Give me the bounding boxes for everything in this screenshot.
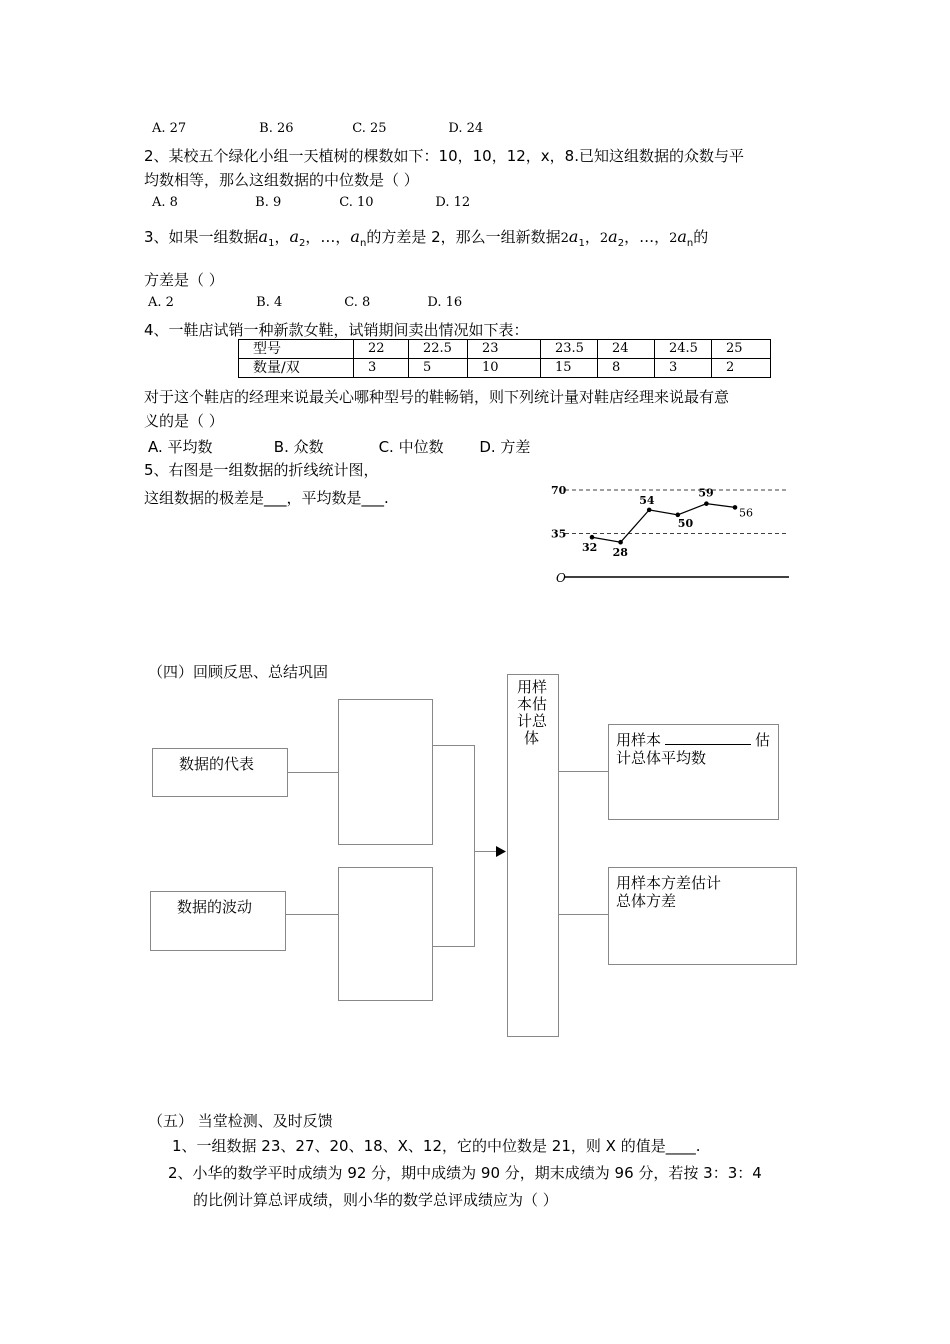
connector-line [474, 745, 475, 947]
data-label: 28 [612, 546, 628, 560]
box-sample-estimate-population [507, 674, 559, 1037]
data-point [733, 505, 738, 510]
q3-coef: 2 [669, 231, 678, 246]
q3-option-c: C. 8 [344, 295, 371, 310]
size-cell: 22.5 [409, 340, 468, 359]
q5-line2: 这组数据的极差是___，平均数是___. [144, 489, 389, 507]
q3-option-a: A. 2 [148, 295, 174, 310]
q2-options [152, 195, 470, 210]
q3-sep: ， [274, 228, 290, 246]
q2-line1: 2、某校五个绿化小组一天植树的棵数如下：10，10，12，x，8.已知这组数据的众数与平 [144, 147, 744, 165]
q2-option-a: A. 8 [152, 195, 178, 210]
section5-q2-line1: 2、小华的数学平时成绩为 92 分，期中成绩为 90 分，期末成绩为 96 分，若按 3：3：4 [168, 1164, 762, 1182]
q3-sub-n: n [686, 238, 694, 249]
size-cell: 24.5 [655, 340, 712, 359]
box-data-representative [152, 748, 288, 797]
data-point [590, 535, 595, 540]
q4-option-b: B. 众数 [273, 438, 324, 456]
q3-var-2an: a [677, 227, 687, 246]
mean-box-line2: 计总体平均数 [616, 749, 707, 767]
count-cell: 15 [541, 359, 598, 378]
q3-sep: ， [584, 228, 600, 246]
q3-sep: ，…， [624, 228, 670, 246]
section5-q1: 1、一组数据 23、27、20、18、X、12，它的中位数是 21，则 X 的值是____. [172, 1137, 701, 1155]
size-cell: 23.5 [541, 340, 598, 359]
origin-label: O [556, 571, 566, 585]
count-cell: 10 [468, 359, 541, 378]
box-data-fluctuation-label: 数据的波动 [177, 898, 253, 916]
center-box-line: 计总 [517, 712, 548, 730]
q4-option-d: D. 方差 [479, 438, 531, 456]
q3-prefix: 3、如果一组数据 [144, 228, 259, 246]
q3-sub-1: 1 [268, 238, 275, 249]
q3-var-2a2: a [608, 227, 618, 246]
size-cell: 23 [468, 340, 541, 359]
q3-option-b: B. 4 [256, 295, 283, 310]
section5-title: （五） 当堂检测、及时反馈 [148, 1112, 333, 1130]
count-cell: 2 [712, 359, 771, 378]
q4-options [148, 436, 530, 457]
q1-option-b: B. 26 [259, 121, 294, 136]
variance-box-line1: 用样本方差估计 [616, 874, 722, 892]
data-label: 59 [698, 486, 714, 500]
y-tick-label: 35 [551, 527, 567, 541]
q4-line1: 对于这个鞋店的经理来说最关心哪种型号的鞋畅销，则下列统计量对鞋店经理来说最有意 [144, 388, 730, 406]
mean-box-part2: 估 [755, 731, 771, 749]
empty-box-upper [338, 699, 433, 845]
q2-option-d: D. 12 [435, 195, 471, 210]
center-box-text [517, 679, 547, 747]
section4-title: （四）回顾反思、总结巩固 [148, 663, 329, 681]
table-row-counts [239, 359, 771, 378]
connector-line [285, 914, 339, 915]
q4-line2: 义的是（ ） [144, 412, 224, 430]
q1-option-d: D. 24 [448, 121, 484, 136]
center-box-line: 体 [524, 729, 540, 747]
count-cell: 3 [354, 359, 409, 378]
empty-box-lower [338, 867, 433, 1001]
q3-mid: 的方差是 2，那么一组新数据 [366, 228, 561, 246]
mean-box-blank [665, 730, 751, 745]
q3-line1 [144, 226, 708, 249]
q3-var-a2: a [289, 227, 300, 246]
q5-line1: 5、右图是一组数据的折线统计图， [144, 461, 379, 479]
q3-coef: 2 [599, 231, 609, 246]
q4-option-a: A. 平均数 [148, 438, 213, 456]
q3-var-2a1: a [568, 227, 579, 246]
q3-sub-2: 2 [299, 238, 306, 249]
data-label: 32 [582, 541, 598, 555]
q3-var-a1: a [258, 227, 269, 246]
row-label-count: 数量/双 [239, 359, 354, 378]
shoe-sales-table [238, 339, 771, 378]
size-cell: 22 [354, 340, 409, 359]
data-point [647, 508, 652, 513]
q4-intro: 4、一鞋店试销一种新款女鞋，试销期间卖出情况如下表： [144, 321, 529, 339]
mean-box-part1: 用样本 [616, 731, 662, 749]
data-label: 56 [739, 506, 753, 520]
table-row-sizes [239, 340, 771, 359]
line-chart [545, 480, 795, 590]
q3-line2: 方差是（ ） [144, 271, 224, 289]
connector-line [558, 771, 609, 772]
count-cell: 5 [409, 359, 468, 378]
q3-sub-n: n [359, 238, 367, 249]
box-variance-estimate [608, 867, 797, 965]
series-line [592, 504, 735, 543]
count-cell: 8 [598, 359, 655, 378]
center-box-line: 本估 [517, 695, 548, 713]
data-label: 50 [677, 516, 694, 530]
q3-sub-1: 1 [578, 238, 585, 249]
variance-box-line2: 总体方差 [616, 892, 677, 910]
connector-line [558, 914, 609, 915]
q2-line2: 均数相等，那么这组数据的中位数是（ ） [144, 171, 419, 189]
q3-var-an: a [350, 227, 360, 246]
q3-options [148, 295, 462, 310]
size-cell: 24 [598, 340, 655, 359]
q3-tail: 的 [693, 228, 709, 246]
q3-option-d: D. 16 [427, 295, 463, 310]
data-point [704, 501, 709, 506]
data-point [618, 540, 623, 545]
data-label: 54 [639, 493, 655, 507]
box-data-fluctuation [150, 891, 286, 951]
q1-option-c: C. 25 [352, 121, 387, 136]
box-data-representative-label: 数据的代表 [179, 755, 255, 773]
size-cell: 25 [712, 340, 771, 359]
box-mean-estimate [608, 724, 779, 820]
q3-sep: ，…， [305, 228, 351, 246]
q1-option-a: A. 27 [152, 121, 187, 136]
center-box-line: 用样 [517, 678, 548, 696]
q4-option-c: C. 中位数 [378, 438, 444, 456]
section5-q2-line2: 的比例计算总评成绩，则小华的数学总评成绩应为（ ） [193, 1191, 558, 1209]
q1-options [152, 121, 483, 136]
y-tick-label: 70 [551, 484, 567, 497]
connector-line [432, 745, 474, 746]
q3-coef: 2 [560, 231, 569, 246]
arrow-shaft [474, 851, 498, 852]
count-cell: 3 [655, 359, 712, 378]
q2-option-b: B. 9 [255, 195, 282, 210]
connector-line [287, 772, 339, 773]
q2-option-c: C. 10 [339, 195, 374, 210]
row-label-size: 型号 [239, 340, 354, 359]
q3-sub-2: 2 [617, 238, 625, 249]
connector-line [432, 946, 474, 947]
